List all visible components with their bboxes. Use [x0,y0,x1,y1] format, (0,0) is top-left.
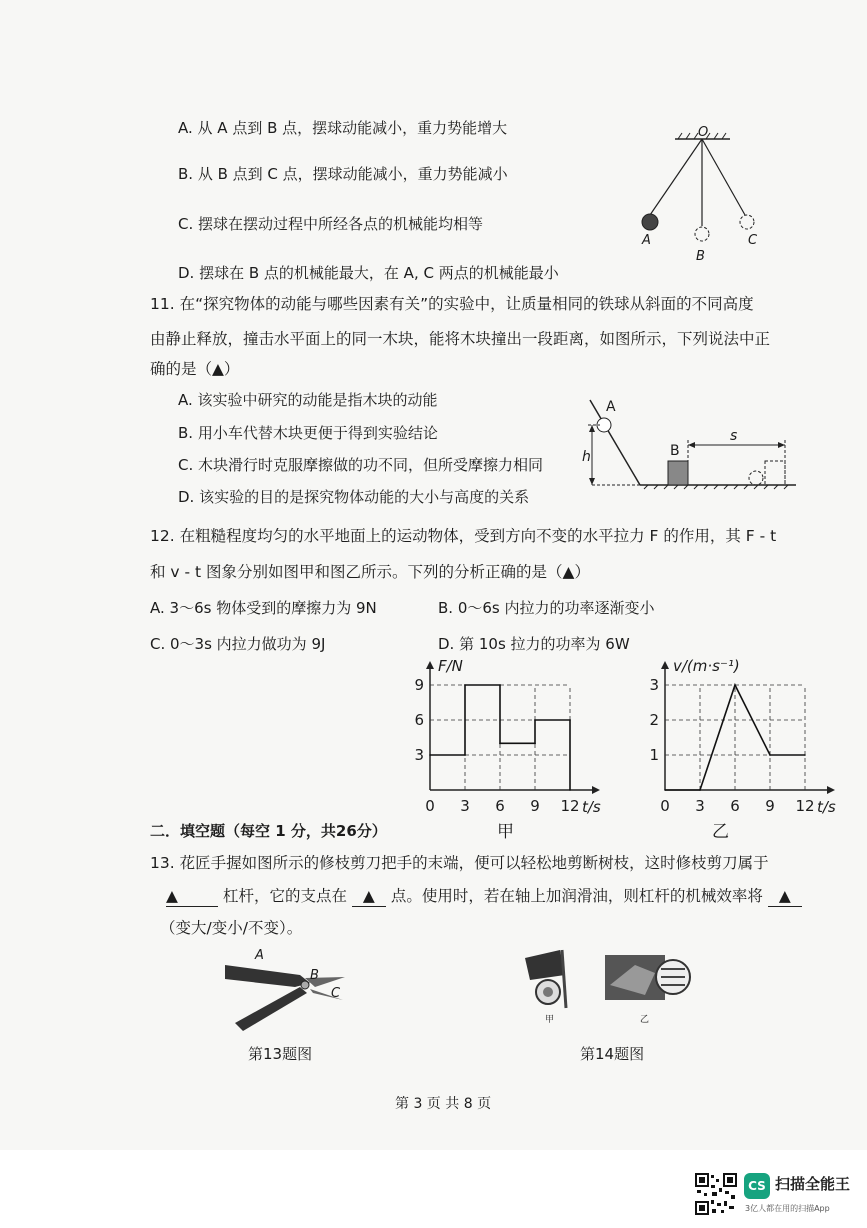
x-tick-label: 12 [795,797,815,815]
wood-block [668,461,688,485]
q11-stem-line-3: 确的是（▲） [150,360,240,378]
x-tick-label: 0 [660,797,670,815]
incline-label-h: h [582,449,591,465]
x-tick-label: 6 [730,797,740,815]
data-point [769,754,771,756]
y-tick-label: 3 [649,676,659,694]
x-axis-label: t/s [582,798,601,816]
camscanner-logo-icon: CS [744,1173,770,1199]
x-tick-label: 0 [425,797,435,815]
q12-option-b: B. 0～6s 内拉力的功率逐渐变小 [438,599,655,617]
data-point [664,789,666,791]
data-point [464,684,466,686]
data-point [429,754,431,756]
scanner-tagline: 3亿人都在用的扫描App [745,1204,830,1213]
data-point [734,684,736,686]
fig13-caption: 第13题图 [248,1045,313,1063]
x-tick-label: 3 [695,797,705,815]
q13-line-1: 13. 花匠手握如图所示的修枝剪刀把手的末端，便可以轻松地剪断树枝，这时修枝剪刀属于 [150,854,769,872]
q13-line-2-text-b: 点。使用时，若在轴上加润滑油，则杠杆的机械效率将 [390,887,763,905]
pendulum-label-b: B [696,249,705,264]
pendulum-label-c: C [748,233,758,248]
incline-label-s: s [730,428,738,444]
q10-option-c: C. 摆球在摆动过程中所经各点的机械能均相等 [178,215,484,233]
x-tick-label: 12 [560,797,580,815]
scanner-brand-name: 扫描全能王 [775,1175,851,1193]
q10-option-d: D. 摆球在 B 点的机械能最大，在 A, C 两点的机械能最小 [178,264,559,282]
q12-option-a: A. 3～6s 物体受到的摩擦力为 9N [150,599,377,617]
y-axis-arrow [426,661,434,669]
q11-option-a: A. 该实验中研究的动能是指木块的动能 [178,391,438,409]
x-axis-label: t/s [817,798,836,816]
fig14-photo-yi [605,955,690,1000]
fig14-photo-jia [520,950,580,1010]
data-point [569,719,571,721]
y-tick-label: 9 [414,676,424,694]
y-tick-label: 2 [649,711,659,729]
qr-code-icon [695,1173,737,1215]
x-tick-label: 9 [530,797,540,815]
fig14-label-jia: 甲 [545,1015,555,1025]
data-point [499,684,501,686]
data-point [534,743,536,745]
y-tick-label: 1 [649,746,659,764]
pendulum-label-o: O [698,125,709,140]
page-number: 第 3 页 共 8 页 [395,1096,492,1112]
data-point [569,789,571,791]
incline-label-a: A [606,399,616,415]
q12-option-c: C. 0～3s 内拉力做功为 9J [150,635,326,653]
q13-line-2 [166,886,802,907]
x-tick-label: 6 [495,797,505,815]
section-2-heading: 二．填空题（每空 1 分，共26分） [150,822,387,840]
q11-stem-line-1: 11. 在“探究物体的动能与哪些因素有关”的实验中，让质量相同的铁球从斜面的不同高度 [150,295,754,313]
q11-option-d: D. 该实验的目的是探究物体动能的大小与高度的关系 [178,488,530,506]
y-axis-label: v/(m·s⁻¹) [673,657,740,675]
chart-jia-caption: 甲 [497,822,514,842]
fig14-label-yi: 乙 [640,1015,650,1025]
ball-c [740,215,754,229]
y-axis-arrow [661,661,669,669]
incline-figure [580,395,800,495]
pendulum-label-a: A [642,233,651,248]
data-point [699,789,701,791]
q11-option-c: C. 木块滑行时克服摩擦做的功不同，但所受摩擦力相同 [178,456,544,474]
y-tick-label: 6 [414,711,424,729]
q13-line-3: （变大/变小/不变）。 [160,919,303,937]
chart-v-t [640,657,840,816]
chart-f-t [405,657,605,816]
x-tick-label: 9 [765,797,775,815]
chart-yi-caption: 乙 [712,822,729,842]
q13-blank-1[interactable]: ▲ [166,886,218,907]
fig14-caption: 第14题图 [580,1045,645,1063]
y-axis-label: F/N [438,657,463,675]
shears-label-b: B [310,968,319,983]
data-point [464,754,466,756]
q13-blank-3[interactable]: ▲ [768,886,802,907]
ball-a [642,214,658,230]
pruning-shears-figure [215,945,355,1035]
x-axis-arrow [827,786,835,794]
x-axis-arrow [592,786,600,794]
data-point [804,754,806,756]
q13-blank-2[interactable]: ▲ [352,886,386,907]
pendulum-figure [620,120,780,270]
q12-option-d: D. 第 10s 拉力的功率为 6W [438,635,630,653]
ball-b [695,227,709,241]
shears-label-c: C [331,986,341,1001]
q12-stem-line-1: 12. 在粗糙程度均匀的水平地面上的运动物体，受到方向不变的水平拉力 F 的作用，其 F - t [150,527,777,545]
q10-option-a: A. 从 A 点到 B 点，摆球动能减小，重力势能增大 [178,119,508,137]
q12-stem-line-2: 和 v - t 图象分别如图甲和图乙所示。下列的分析正确的是（▲） [150,563,590,581]
incline-label-b: B [670,443,680,459]
x-tick-label: 3 [460,797,470,815]
data-point [534,719,536,721]
q11-stem-line-2: 由静止释放，撞击水平面上的同一木块，能将木块撞出一段距离，如图所示，下列说法中正 [150,330,771,348]
q10-option-b: B. 从 B 点到 C 点，摆球动能减小，重力势能减小 [178,165,508,183]
q13-line-2-text-a: 杠杆，它的支点在 [222,887,347,905]
y-tick-label: 3 [414,746,424,764]
shears-label-a: A [255,948,264,963]
data-point [499,743,501,745]
q11-option-b: B. 用小车代替木块更便于得到实验结论 [178,424,438,442]
